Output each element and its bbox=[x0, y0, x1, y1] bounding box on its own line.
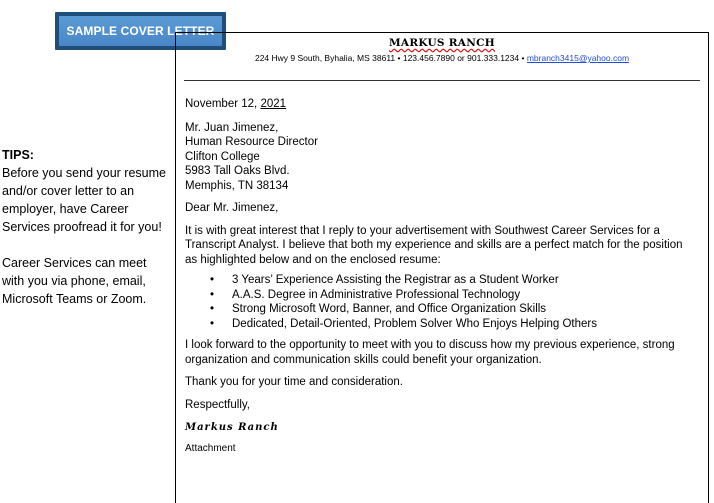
letter-date bbox=[185, 97, 696, 112]
list-item: • Strong Microsoft Word, Banner, and Office Organization Skills bbox=[185, 302, 696, 317]
sender-contact-line bbox=[176, 53, 708, 63]
signoff: Respectfully, bbox=[185, 398, 250, 411]
list-item: • 3 Years’ Experience Assisting the Registrar as a Student Worker bbox=[185, 273, 696, 288]
list-item: • A.A.S. Degree in Administrative Professional Technology bbox=[185, 288, 696, 303]
banner-label: SAMPLE COVER LETTER bbox=[59, 16, 222, 46]
cover-letter-page bbox=[175, 32, 709, 503]
date-prefix: November 12, bbox=[185, 98, 261, 110]
sender-name: MARKUS RANCH bbox=[389, 37, 495, 49]
signature: Markus Ranch bbox=[185, 422, 279, 433]
recipient-line: 5983 Tall Oaks Blvd. bbox=[185, 165, 290, 177]
intro-paragraph: It is with great interest that I reply to your advertisement with Southwest Career Services for a Transcript Analyst. I believe that both my experience and skills are a perfect match for the position as highlighted below and on the enclosed resume: bbox=[185, 224, 683, 266]
date-year: 2021 bbox=[260, 98, 287, 110]
tips-paragraph-1: Before you send your resume and/or cover letter to an employer, have Career Services proofread it for you! bbox=[2, 166, 166, 234]
sender-contact: 224 Hwy 9 South, Byhalia, MS 38611 • 123.456.7890 or 901.333.1234 • bbox=[254, 53, 525, 63]
tips-paragraph-2: Career Services can meet with you via phone, email, Microsoft Teams or Zoom. bbox=[2, 256, 147, 306]
salutation: Dear Mr. Jimenez, bbox=[185, 202, 279, 214]
tips-panel bbox=[2, 146, 172, 308]
closing-paragraph: I look forward to the opportunity to meet with you to discuss how my previous experience, strong organization and communication skills could benefit your organization. bbox=[185, 339, 675, 366]
recipient-line: Clifton College bbox=[185, 150, 260, 163]
thanks-line: Thank you for your time and consideration. bbox=[185, 376, 403, 388]
header-divider bbox=[184, 80, 700, 81]
attachment-note: Attachment bbox=[185, 442, 236, 454]
recipient-line: Mr. Juan Jimenez, bbox=[185, 121, 279, 134]
recipient-line: Memphis, TN 38134 bbox=[185, 179, 289, 192]
list-item: • Dedicated, Detail-Oriented, Problem Solver Who Enjoys Helping Others bbox=[185, 317, 696, 332]
letter-body bbox=[185, 97, 696, 456]
recipient-line: Human Resource Director bbox=[185, 136, 318, 148]
sender-email-link[interactable]: mbranch3415@yahoo.com bbox=[526, 53, 630, 63]
qualifications-list bbox=[185, 273, 696, 331]
tips-heading: TIPS: bbox=[2, 148, 34, 162]
